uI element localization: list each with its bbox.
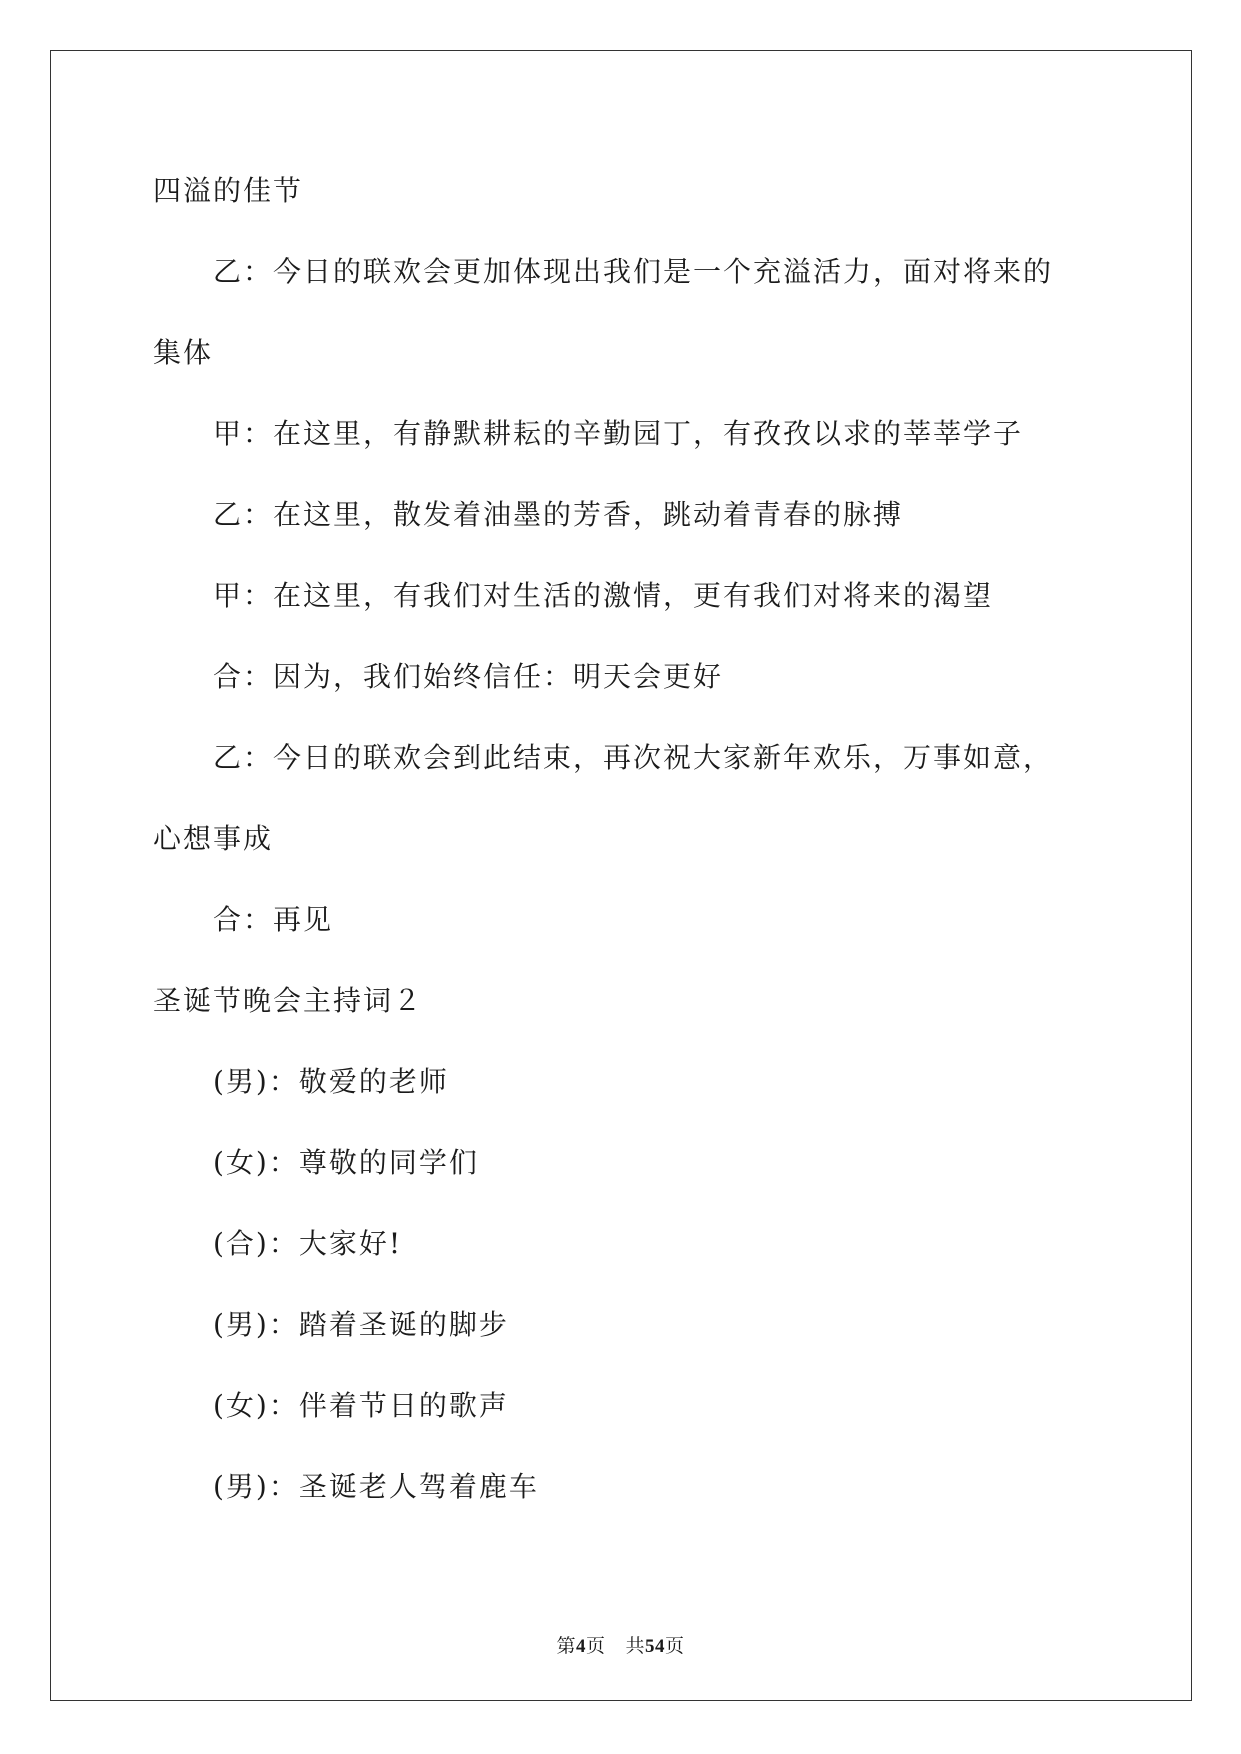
page-prefix: 第: [556, 1635, 576, 1657]
text-line: 甲：在这里，有我们对生活的激情，更有我们对将来的渴望: [213, 579, 994, 612]
text-line: 合：因为，我们始终信任：明天会更好: [213, 660, 724, 693]
total-prefix: 共: [625, 1635, 646, 1657]
page-border: [50, 50, 1192, 1701]
total-suffix: 页: [665, 1635, 685, 1657]
text-line: 心想事成: [153, 822, 274, 855]
text-line: 集体: [153, 336, 214, 369]
text-line: 四溢的佳节: [153, 174, 304, 207]
text-line: 乙：今日的联欢会更加体现出我们是一个充溢活力，面对将来的: [213, 255, 1054, 288]
text-line: 甲：在这里，有静默耕耘的辛勤园丁，有孜孜以求的莘莘学子: [213, 417, 1024, 450]
text-line: 乙：今日的联欢会到此结束，再次祝大家新年欢乐，万事如意，: [213, 741, 1054, 774]
total-pages: 54: [645, 1636, 666, 1657]
text-line: 合：再见: [213, 903, 334, 936]
text-line: (女)：伴着节日的歌声: [213, 1389, 509, 1422]
page-footer: [0, 1634, 1241, 1659]
text-line: (男)：敬爱的老师: [213, 1065, 449, 1098]
text-line: (男)：踏着圣诞的脚步: [213, 1308, 509, 1341]
page-suffix: 页: [585, 1635, 606, 1657]
text-line: 乙：在这里，散发着油墨的芳香，跳动着青春的脉搏: [213, 498, 904, 531]
text-line: (男)：圣诞老人驾着鹿车: [213, 1470, 539, 1503]
text-line: (合)：大家好!: [213, 1227, 403, 1260]
text-line: (女)：尊敬的同学们: [213, 1146, 479, 1179]
section-heading: 圣诞节晚会主持词２: [153, 984, 424, 1017]
page-number: 4: [575, 1636, 586, 1657]
